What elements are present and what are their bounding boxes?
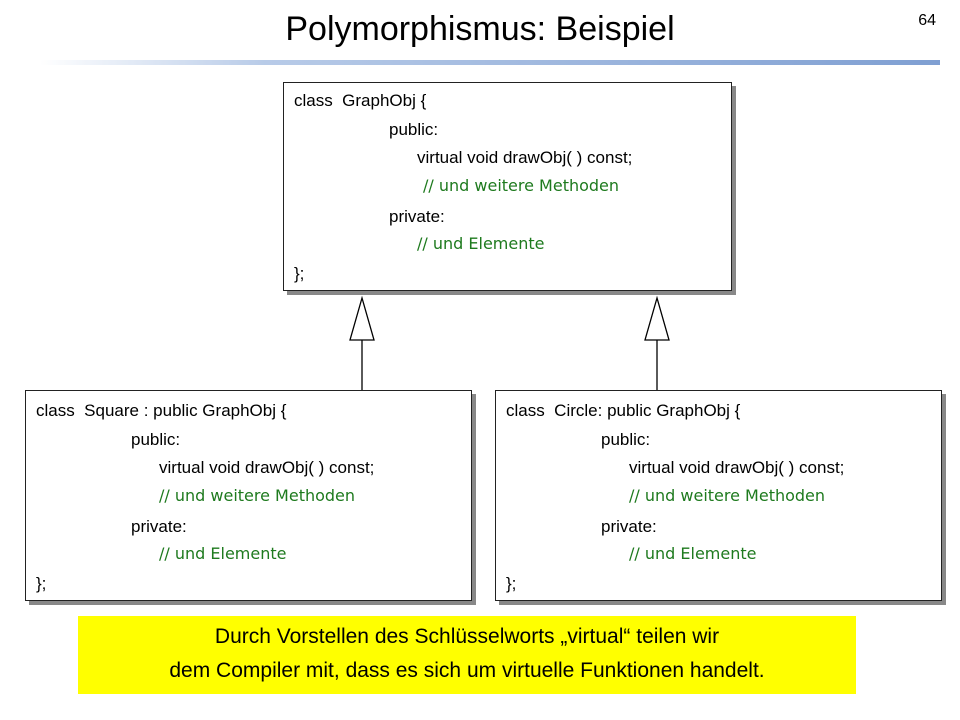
access-private-line: private: — [389, 207, 445, 226]
method-declaration-line: virtual void drawObj( ) const; — [159, 458, 375, 477]
method-declaration-line: virtual void drawObj( ) const; — [629, 458, 845, 477]
note-callout — [78, 616, 856, 694]
class-declaration-line: class Square : public GraphObj { — [36, 401, 287, 420]
access-public-line: public: — [601, 430, 651, 449]
triangle-arrowhead-icon — [645, 298, 669, 340]
comment-elements-line: // und Elemente — [159, 544, 287, 563]
comment-methods-line: // und weitere Methoden — [629, 486, 826, 505]
class-declaration-line: class Circle: public GraphObj { — [506, 401, 741, 420]
class-closing-line: }; — [294, 264, 305, 283]
inheritance-arrow-square — [350, 298, 374, 390]
note-line-2: dem Compiler mit, dass es sich um virtuelle Funktionen handelt. — [169, 659, 765, 682]
class-closing-line: }; — [36, 574, 47, 593]
note-line-1: Durch Vorstellen des Schlüsselworts „virtual“ teilen wir — [214, 625, 720, 648]
triangle-arrowhead-icon — [350, 298, 374, 340]
access-public-line: public: — [389, 120, 439, 139]
comment-methods-line: // und weitere Methoden — [159, 486, 356, 505]
class-declaration-line: class GraphObj { — [294, 91, 427, 110]
class-closing-line: }; — [506, 574, 517, 593]
page-title: Polymorphismus: Beispiel — [285, 10, 675, 48]
inheritance-arrow-circle — [645, 298, 669, 390]
access-private-line: private: — [601, 517, 657, 536]
method-declaration-line: virtual void drawObj( ) const; — [417, 148, 633, 167]
comment-elements-line: // und Elemente — [629, 544, 757, 563]
comment-elements-line: // und Elemente — [417, 234, 545, 253]
comment-methods-line: // und weitere Methoden — [423, 176, 620, 195]
access-public-line: public: — [131, 430, 181, 449]
slide-number: 64 — [918, 12, 936, 29]
access-private-line: private: — [131, 517, 187, 536]
